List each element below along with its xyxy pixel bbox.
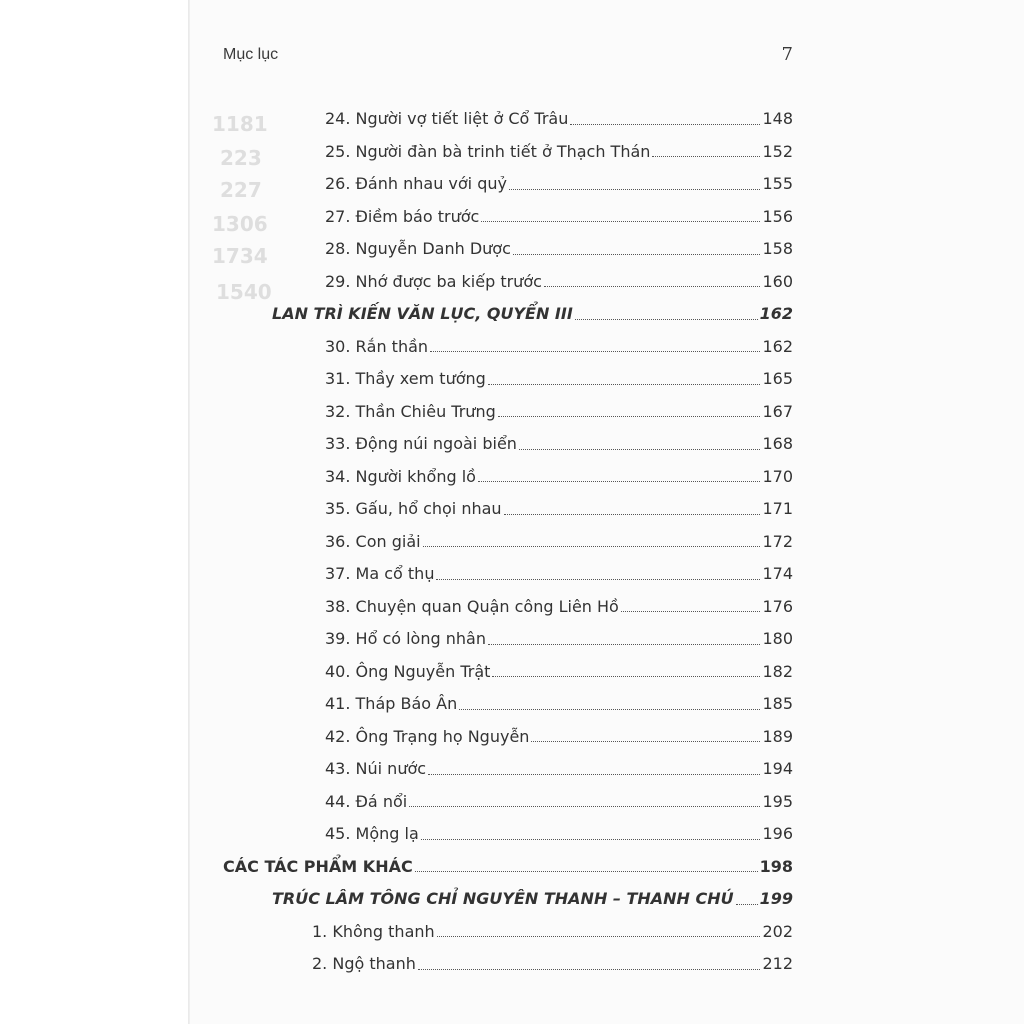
dot-leader <box>430 351 760 352</box>
dot-leader <box>509 189 760 190</box>
page-number: 7 <box>781 44 793 65</box>
toc-entry <box>223 233 793 266</box>
toc-entry-title: 2. Ngộ thanh <box>312 954 416 973</box>
toc-entry-page: 152 <box>762 141 793 161</box>
toc-entry-title: 38. Chuyện quan Quận công Liên Hồ <box>325 596 619 616</box>
toc-entry <box>223 493 793 526</box>
toc-entry <box>223 883 793 916</box>
toc-entry <box>223 168 793 201</box>
toc-entry-page: 180 <box>762 629 793 648</box>
dot-leader <box>478 481 761 482</box>
toc-entry <box>223 396 793 429</box>
toc-entry <box>223 753 793 786</box>
toc-entry-page: 172 <box>762 531 793 551</box>
toc-entry-page: 158 <box>762 239 793 258</box>
toc-entry-title: 29. Nhớ được ba kiếp trước <box>325 271 542 291</box>
toc-entry-page: 212 <box>762 954 793 973</box>
dot-leader <box>652 156 760 157</box>
dot-leader <box>544 286 761 287</box>
toc-entry-page: 162 <box>762 336 793 356</box>
toc-entry-page: 185 <box>762 694 793 713</box>
table-of-contents <box>223 103 793 981</box>
toc-entry-title: 1. Không thanh <box>312 921 435 941</box>
toc-entry <box>223 363 793 396</box>
dot-leader <box>575 319 758 320</box>
toc-entry-title: 33. Động núi ngoài biển <box>325 434 517 453</box>
toc-entry-page: 195 <box>762 791 793 811</box>
toc-entry <box>223 461 793 494</box>
toc-entry-title: 34. Người khổng lồ <box>325 466 476 486</box>
bleed-through-text: 1181 223 227 1306 1734 1540 <box>212 112 272 304</box>
toc-entry-page: 170 <box>762 466 793 486</box>
toc-entry-title: 40. Ông Nguyễn Trật <box>325 661 491 681</box>
dot-leader <box>409 806 760 807</box>
toc-entry <box>223 623 793 656</box>
toc-entry-title: TRÚC LÂM TÔNG CHỈ NGUYÊN THANH – THANH CHÚ <box>272 889 734 908</box>
toc-entry <box>223 688 793 721</box>
dot-leader <box>570 124 760 125</box>
toc-entry-title: 24. Người vợ tiết liệt ở Cổ Trâu <box>325 109 569 128</box>
toc-entry-page: 194 <box>762 759 793 778</box>
dot-leader <box>736 904 758 905</box>
toc-entry-title: 44. Đá nổi <box>325 791 408 811</box>
toc-entry-page: 148 <box>762 109 793 128</box>
toc-entry-page: 156 <box>762 206 793 226</box>
dot-leader <box>421 839 761 840</box>
toc-entry-page: 165 <box>762 369 793 388</box>
dot-leader <box>504 514 761 515</box>
toc-entry-page: 199 <box>759 889 793 908</box>
dot-leader <box>488 384 761 385</box>
toc-entry <box>223 136 793 169</box>
toc-entry <box>223 851 793 884</box>
toc-entry-page: 174 <box>762 564 793 583</box>
toc-entry <box>223 721 793 754</box>
dot-leader <box>437 936 761 937</box>
dot-leader <box>436 579 760 580</box>
toc-entry-title: LAN TRÌ KIẾN VĂN LỤC, QUYỂN III <box>272 304 573 323</box>
toc-entry-page: 155 <box>762 174 793 193</box>
dot-leader <box>621 611 761 612</box>
toc-entry-title: CÁC TÁC PHẨM KHÁC <box>223 856 413 876</box>
toc-entry <box>223 266 793 299</box>
dot-leader <box>513 254 761 255</box>
dot-leader <box>531 741 760 742</box>
toc-entry-page: 176 <box>762 596 793 616</box>
toc-entry-title: 32. Thần Chiêu Trưng <box>325 401 496 421</box>
dot-leader <box>459 709 760 710</box>
toc-entry-title: 35. Gấu, hổ chọi nhau <box>325 499 502 518</box>
page-header <box>223 44 793 70</box>
toc-entry-title: 37. Ma cổ thụ <box>325 564 435 583</box>
toc-entry <box>223 948 793 981</box>
toc-entry <box>223 201 793 234</box>
toc-entry-page: 198 <box>759 856 793 876</box>
toc-entry-title: 31. Thầy xem tướng <box>325 369 486 388</box>
toc-entry-title: 36. Con giải <box>325 531 421 551</box>
toc-entry-title: 45. Mộng lạ <box>325 824 419 843</box>
toc-entry <box>223 331 793 364</box>
toc-entry-page: 182 <box>762 661 793 681</box>
dot-leader <box>481 221 760 222</box>
toc-entry-title: 26. Đánh nhau với quỷ <box>325 174 507 193</box>
dot-leader <box>415 871 758 872</box>
dot-leader <box>519 449 761 450</box>
dot-leader <box>423 546 761 547</box>
toc-entry <box>223 656 793 689</box>
toc-entry-title: 41. Tháp Báo Ân <box>325 694 458 713</box>
toc-entry-page: 168 <box>762 434 793 453</box>
toc-entry <box>223 916 793 949</box>
toc-entry-title: 28. Nguyễn Danh Dược <box>325 239 511 258</box>
toc-entry <box>223 818 793 851</box>
toc-entry <box>223 591 793 624</box>
dot-leader <box>418 969 761 970</box>
toc-entry-title: 42. Ông Trạng họ Nguyễn <box>325 726 530 746</box>
toc-entry-title: 39. Hổ có lòng nhân <box>325 629 486 648</box>
dot-leader <box>488 644 761 645</box>
toc-entry-title: 43. Núi nước <box>325 759 427 778</box>
dot-leader <box>498 416 761 417</box>
dot-leader <box>492 676 760 677</box>
running-head: Mục lục <box>223 46 279 63</box>
dot-leader <box>428 774 760 775</box>
toc-entry-page: 202 <box>762 921 793 941</box>
toc-entry <box>223 428 793 461</box>
toc-entry-title: 27. Điềm báo trước <box>325 206 480 226</box>
toc-entry <box>223 558 793 591</box>
toc-entry-title: 25. Người đàn bà trinh tiết ở Thạch Thán <box>325 141 651 161</box>
toc-entry-title: 30. Rắn thần <box>325 336 429 356</box>
toc-entry-page: 162 <box>759 304 793 323</box>
toc-entry-page: 171 <box>762 499 793 518</box>
toc-entry-page: 167 <box>762 401 793 421</box>
toc-entry <box>223 526 793 559</box>
toc-entry-page: 160 <box>762 271 793 291</box>
toc-entry-page: 189 <box>762 726 793 746</box>
toc-entry-page: 196 <box>762 824 793 843</box>
toc-entry <box>223 786 793 819</box>
toc-entry <box>223 103 793 136</box>
toc-entry <box>223 298 793 331</box>
